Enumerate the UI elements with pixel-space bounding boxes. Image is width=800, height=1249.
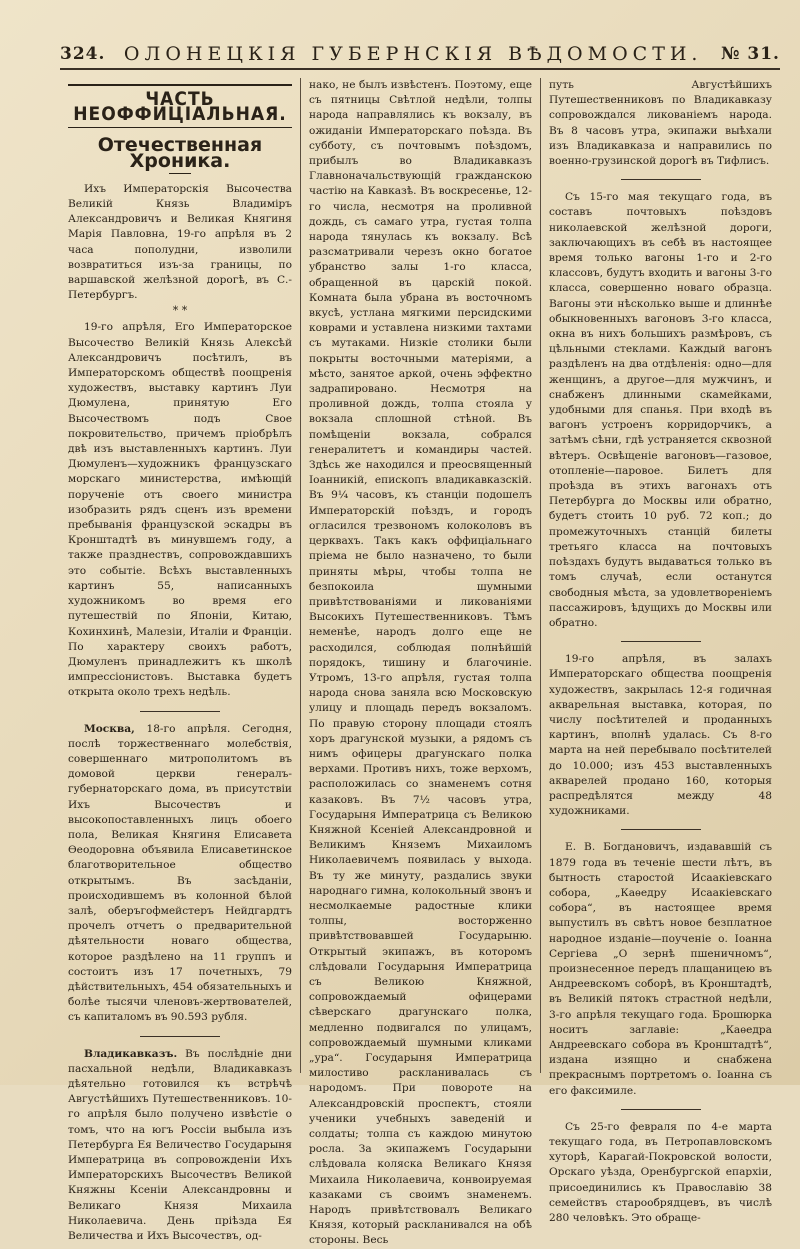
article-paragraph: 19-го апрѣля, Его Императорское Высочество Великій Князь Алексѣй Александровичъ посѣтилъ, въ Императорскомъ обществѣ поощренія художествъ, выставку картинъ Луи Дюмулена, принятую Его Высочествомъ подъ Свое покровительство, причемъ пріобрѣлъ двѣ изъ выставленныхъ картинъ. Луи Дюмуленъ—художникъ французскаго морскаго министерства, имѣющій порученіе отъ своего министра изобразить рядъ сценъ изъ времени пребыванія французской эскадры въ Кронштадтѣ въ минувшемъ году, а также празднествъ, сопровождавшихъ это событіе. Всѣхъ выставленныхъ картинъ 55, написанныхъ художникомъ во время его путешествій по Японіи, Китаю, Кохинхинѣ, Малезіи, Италіи и Франціи. По характеру своихъ работъ, Дюмуленъ принадлежитъ къ школѣ импрессіонистовъ. Выставка будетъ открыта около трехъ недѣль. (68, 321, 292, 699)
page-number: 324. (60, 44, 106, 64)
article-paragraph: Съ 15-го мая текущаго года, въ составъ почтовыхъ поѣздовъ николаевской желѣзной дороги, заключающихъ въ себѣ въ настоящее время только вагоны 1-го и 2-го классовъ, будутъ входить и вагоны 3-го класса, совершенно новаго образца. Вагоны эти нѣсколько выше и длиннѣе обыкновенныхъ вагоновъ 3-го класса, окна въ нихъ большихъ размѣровъ, съ цѣльными стеклами. Каждый вагонъ раздѣленъ на два отдѣленія: одно—для женщинъ, а другое—для мужчинъ, и снабженъ длинными скамейками, удобными для спанья. При входѣ въ вагонъ устроенъ корридорчикъ, а затѣмъ сѣни, гдѣ устраняется сквозной вѣтеръ. Освѣщеніе вагоновъ—газовое, отопленіе—паровое. Билетъ для проѣзда въ этихъ вагонахъ отъ Петербурга до Москвы или обратно, будетъ стоить 10 руб. 72 коп.; до промежуточныхъ станцій билеты третьяго класса на почтовыхъ поѣздахъ будутъ выдаваться только въ томъ случаѣ, если останутся свободныя мѣста, за удовлетвореніемъ пассажировъ, ѣдущихъ до Москвы или обратно. (549, 191, 772, 629)
asterism: * * (172, 304, 188, 318)
newspaper-title: ОЛОНЕЦКIЯ ГУБЕРНСКIЯ ВѢДОМОСТИ. (123, 43, 703, 65)
article-paragraph (68, 722, 292, 1026)
page-header (60, 40, 780, 70)
article-paragraph: Е. В. Богдановичъ, издававшій съ 1879 года въ теченіе шести лѣтъ, въ бытность старостой Исаакіевскаго собора, „Каѳедру Исаакіевскаго собора“, въ настоящее время выпустилъ въ свѣтъ новое безплатное народное изданіе—поученіе о. Іоанна Сергіева „О зернѣ пшеничномъ“, произнесенное передъ плащаницею въ Андреевскомъ соборѣ, въ Кронштадтѣ, въ Великій пятокъ страстной недѣли, 3-го апрѣля текущаго года. Брошюрка носитъ заглавіе: „Каѳедра Андреевскаго собора въ Кронштадтѣ“, издана изящно и снабжена прекраснымъ портретомъ о. Іоанна съ его факсимиле. (549, 841, 772, 1097)
column-1 (60, 78, 300, 1243)
article-paragraph: Ихъ Императорскія Высочества Великій Князь Владиміръ Александровичъ и Великая Княгиня Марія Павловна, 19-го апрѣля въ 2 часа пополудни, изволили возвратиться изъ-за границы, по варшавской желѣзной дорогѣ, въ С.-Петербургъ. (68, 182, 292, 302)
article-paragraph: нако, не былъ извѣстенъ. Поэтому, еще съ пятницы Свѣтлой недѣли, толпы народа направлялись къ вокзалу, въ ожиданіи Императорскаго поѣзда. Въ субботу, съ почтовымъ поѣздомъ, прибылъ во Владикавказъ Главноначальствующій гражданскою частію на Кавказѣ. Въ воскресенье, 12-го числа, несмотря на проливной дождь, съ самаго утра, густая толпа народа тянулась къ вокзалу. Всѣ разсматривали черезъ окно богатое убранство залы 1-го класса, обращенной въ царскій покой. Комната была убрана въ восточномъ вкусѣ, устлана мягкими персидскими коврами и уставлена низкими тахтами съ мутаками. Низкіе столики были покрыты восточными матеріями, а мѣсто, занятое аркой, очень эффектно задрапировано. Несмотря на проливной дождь, толпа стояла у вокзала сплошной стѣной. Въ помѣщеніи вокзала, собрался генералитетъ и командиры частей. Здѣсь же находился и преосвященный Іоанникій, епископъ владикавказскій. Въ 9¼ часовъ, къ станціи подошелъ Императорскій поѣздъ, и городъ огласился трезвономъ колоколовъ въ церквахъ. Такъ какъ оффиціальнаго пріема не было назначено, то были приняты мѣры, чтобы толпа не безпокоила шумными привѣтствованіями и ликованіями Высокихъ Путешественниковъ. Тѣмъ неменѣе, народъ долго еще не расходился, соблюдая полнѣйшій порядокъ, тишину и благочиніе. Утромъ, 13-го апрѣля, густая толпа народа снова заняла всю Московскую улицу и площадь передъ вокзаломъ. По правую сторону площади стоялъ хоръ драгунской музыки, а рядомъ съ нимъ офицеры драгунскаго полка верхами. Противъ нихъ, тоже верхомъ, расположилась со знаменемъ сотня казаковъ. Въ 7½ часовъ утра, Государыня Императрица съ Великою Княжной Ксеніей Александровной и Великимъ Княземъ Михаиломъ Николаевичемъ появилась у выхода. Въ ту же минуту, раздались звуки народнаго гимна, колокольный звонъ и несмолкаемые радостные клики толпы, восторженно привѣтствовавшей Государыню. Открытый экипажъ, въ которомъ слѣдовали Государыня Императрица съ Великою Княжной, сопровождаемый офицерами сѣверскаго драгунскаго полка, медленно подвигался по улицамъ, сопровождаемый шумными кликами „ура“. Государыня Императрица милостиво раскланивалась съ народомъ. При повороте на Александровскій проспектъ, стояли ученики учебныхъ заведеній и солдаты; толпа съ каждою минутою росла. За экипажемъ Государыни слѣдовала коляска Великаго Князя Михаила Николаевича, конвоируемая казаками съ своимъ знаменемъ. Народъ привѣтствовалъ Великаго Князя, который раскланивался на обѣ стороны. Весь (309, 79, 532, 1247)
article-divider (621, 829, 701, 830)
dateline: Владикавказъ. (84, 1047, 178, 1060)
article-divider (140, 711, 220, 712)
article-divider (140, 1036, 220, 1037)
article-divider (621, 641, 701, 642)
article-divider (621, 1109, 701, 1110)
article-paragraph: путь Августѣйшихъ Путешественниковъ по Владикавказу сопровождался ликованіемъ народа. Въ 8 часовъ утра, экипажи выѣхали изъ Владикавказа и направились по военно-грузинской дорогѣ въ Тифлисъ. (549, 79, 772, 168)
article-paragraph: 19-го апрѣля, въ залахъ Императорскаго общества поощренія художествъ, закрылась 12-я годичная акварельная выставка, которая, по числу посѣтителей и проданныхъ картинъ, вполнѣ удалась. Съ 8-го марта на ней перебывало посѣтителей до 10.000; изъ 453 выставленныхъ акварелей продано 160, которыя распредѣлятся между 48 художниками. (549, 653, 772, 818)
article-text: 18-го апрѣля. Сегодня, послѣ торжественнаго молебствія, совершеннаго митрополитомъ въ домовой церкви генералъ-губернаторскаго дома, въ присутствіи Ихъ Высочествъ и высокопоставленныхъ лицъ обоего пола, Великая Княгиня Елисавета Ѳеодоровна объявила Елисаветинское благотворительное общество открытымъ. Въ засѣданіи, происходившемъ въ колонной бѣлой залѣ, оберъгофмейстеръ Нейдгардтъ прочелъ отчетъ о предварительной дѣятельности новаго общества, которое раздѣлено на 11 группъ и состоитъ изъ 17 почетныхъ, 79 дѣйствительныхъ, 454 обязательныхъ и болѣе тысячи членовъ-жертвователей, съ капиталомъ въ 90.593 рубля. (68, 722, 292, 1024)
issue-number: № 31. (721, 44, 780, 64)
rubric-rule (169, 173, 191, 174)
article-text: Въ послѣдніе дни пасхальной недѣли, Владикавказъ дѣятельно готовился къ встрѣчѣ Августѣйшихъ Путешественниковъ. 10-го апрѣля было получено извѣстіе о томъ, что на югъ Россіи выбыла изъ Петербурга Ея Величество Государыня Императрица въ сопровожденіи Ихъ Императорскихъ Высочествъ Великой Княжны Ксеніи Александровны и Великаго Князя Михаила Николаевича. День пріѣзда Ея Величества и Ихъ Высочествъ, од- (68, 1047, 292, 1243)
text-columns (60, 78, 780, 1247)
section-title: ЧАСТЬ НЕОФФИЦIАЛЬНАЯ. (68, 84, 292, 128)
dateline: Москва, (84, 722, 135, 735)
rubric-heading: Отечественная Хроника. (97, 134, 263, 172)
column-3 (540, 78, 780, 1225)
article-divider (621, 179, 701, 180)
article-paragraph (68, 1047, 292, 1245)
article-paragraph: Съ 25-го февраля по 4-е марта текущаго года, въ Петропавловскомъ хуторѣ, Карагай-Покровской волости, Орскаго уѣзда, Оренбургской епархіи, присоединились къ Православію 38 семействъ старообрядцевъ, въ числѣ 280 человѣкъ. Это обраще- (549, 1120, 772, 1225)
column-2 (300, 78, 540, 1247)
